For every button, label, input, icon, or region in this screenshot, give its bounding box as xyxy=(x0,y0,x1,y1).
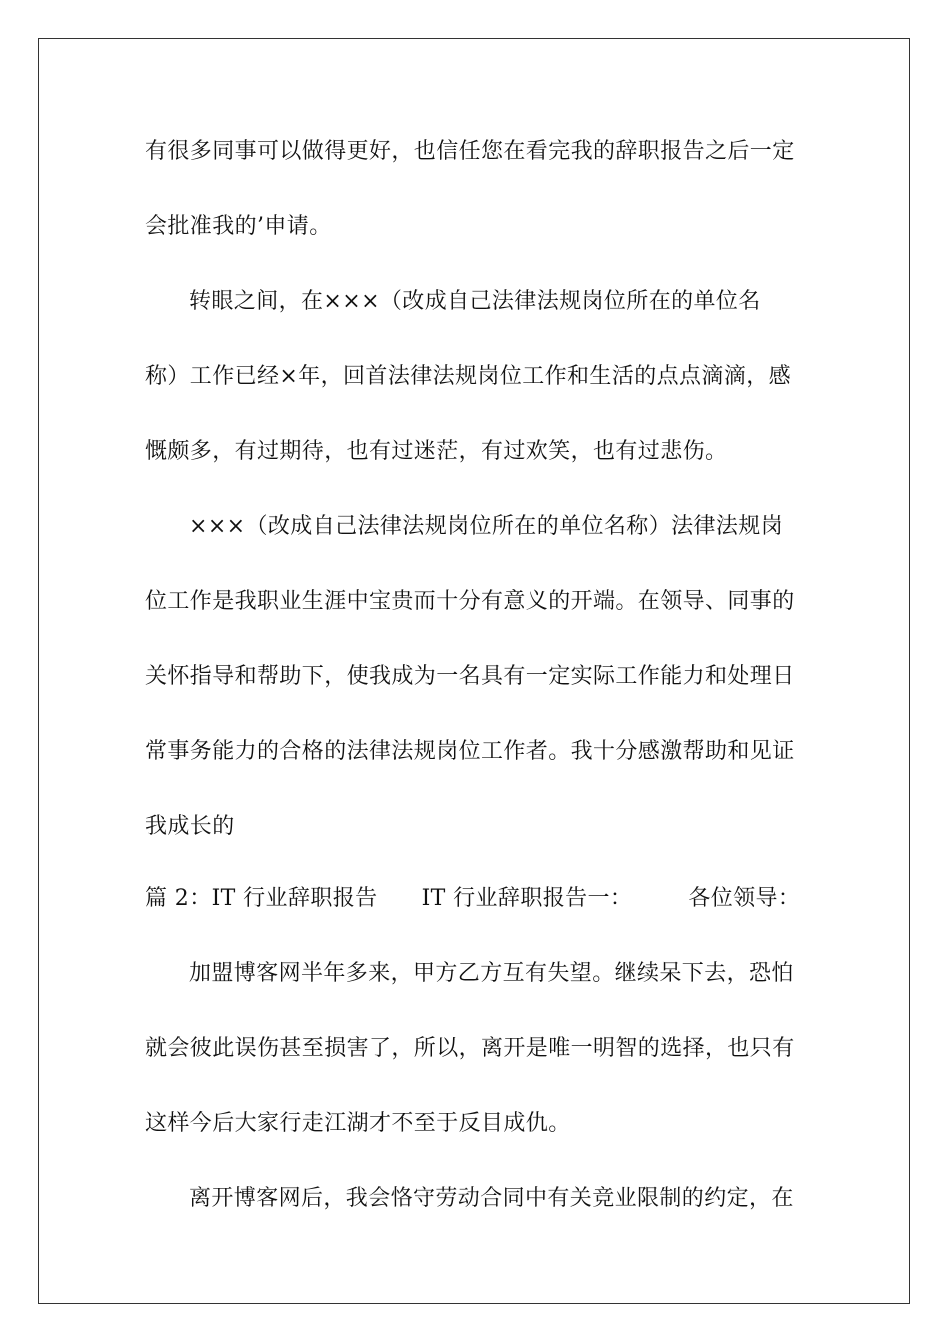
paragraph-line: 有很多同事可以做得更好，也信任您在看完我的辞职报告之后一定 xyxy=(145,139,795,164)
paragraph-line: 称）工作已经×年，回首法律法规岗位工作和生活的点点滴滴，感 xyxy=(145,364,792,389)
paragraph-line: 离开博客网后，我会恪守劳动合同中有关竞业限制的约定，在 xyxy=(189,1186,794,1211)
paragraph-line: 会批准我的’申请。 xyxy=(145,214,332,239)
paragraph-line: 这样今后大家行走江湖才不至于反目成仇。 xyxy=(145,1111,571,1136)
paragraph-line: 我成长的 xyxy=(145,814,235,839)
heading-part: 各位领导： xyxy=(688,886,801,911)
paragraph-line: 常事务能力的合格的法律法规岗位工作者。我十分感激帮助和见证 xyxy=(145,739,795,764)
paragraph-line: 位工作是我职业生涯中宝贵而十分有意义的开端。在领导、同事的 xyxy=(145,589,795,614)
paragraph-line: 转眼之间，在×××（改成自己法律法规岗位所在的单位名 xyxy=(189,289,761,314)
heading-part: IT 行业辞职报告一： xyxy=(421,886,633,911)
paragraph-line: 就会彼此误伤甚至损害了，所以，离开是唯一明智的选择，也只有 xyxy=(145,1036,795,1061)
paragraph-line: 加盟博客网半年多来，甲方乙方互有失望。继续呆下去，恐怕 xyxy=(189,961,794,986)
section-heading xyxy=(145,884,800,914)
paragraph-line: 慨颇多，有过期待，也有过迷茫，有过欢笑，也有过悲伤。 xyxy=(145,439,728,464)
heading-part: 篇 2：IT 行业辞职报告 xyxy=(145,886,378,911)
paragraph-line: ×××（改成自己法律法规岗位所在的单位名称）法律法规岗 xyxy=(189,514,784,539)
paragraph-line: 关怀指导和帮助下，使我成为一名具有一定实际工作能力和处理日 xyxy=(145,664,795,689)
